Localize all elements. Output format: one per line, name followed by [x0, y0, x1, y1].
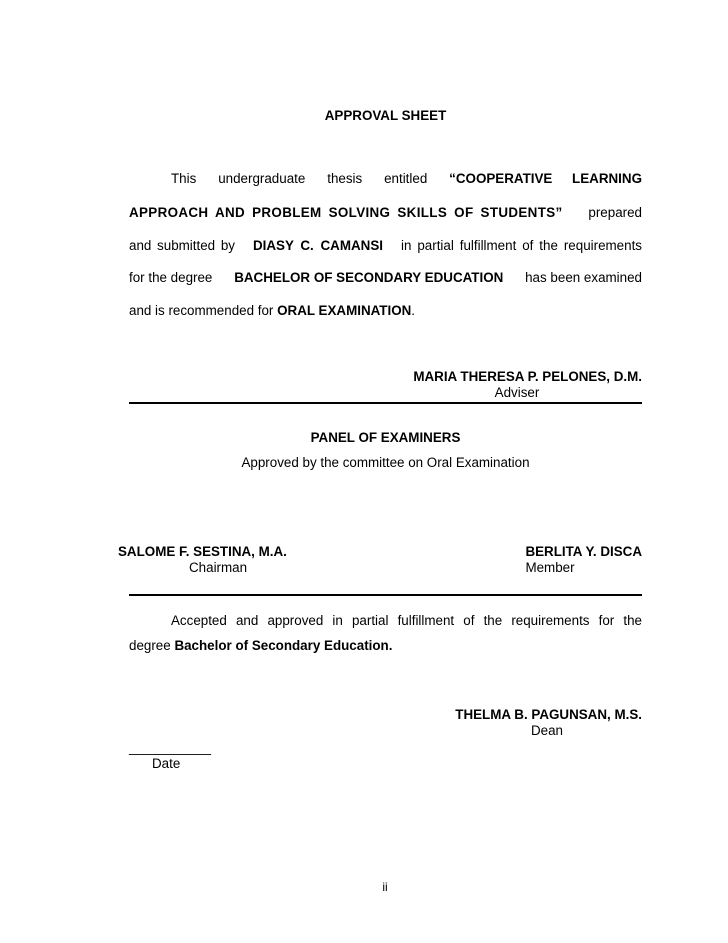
- adviser-name: MARIA THERESA P. PELONES, D.M.: [413, 369, 642, 384]
- page-number: ii: [382, 880, 388, 894]
- text: .: [411, 303, 416, 318]
- chairman-name: SALOME F. SESTINA, M.A.: [118, 544, 287, 559]
- exam-name: ORAL EXAMINATION: [277, 303, 412, 318]
- date-label: Date: [152, 756, 181, 771]
- text: has been examined: [525, 270, 642, 285]
- word: thesis: [327, 171, 363, 186]
- dean-name: THELMA B. PAGUNSAN, M.S.: [455, 707, 642, 722]
- text: in partial fulfillment of the requirements: [401, 238, 642, 253]
- paragraph1-line1: [171, 171, 642, 186]
- word: entitled: [384, 171, 428, 186]
- adviser-signature-line: [129, 402, 642, 404]
- adviser-role: Adviser: [494, 385, 540, 400]
- paragraph1-line5: [129, 303, 415, 318]
- word: This: [171, 171, 197, 186]
- thesis-title-part2: APPROACH AND PROBLEM SOLVING SKILLS OF STUDENTS”: [129, 205, 563, 220]
- text: degree: [129, 638, 171, 653]
- paragraph2-line2: [129, 638, 392, 653]
- text: for the degree: [129, 270, 213, 285]
- text: and submitted by: [129, 238, 235, 253]
- page-title: APPROVAL SHEET: [324, 108, 447, 123]
- text: and is recommended for: [129, 303, 274, 318]
- paragraph2-line1: Accepted and approved in partial fulfillment of the requirements for the: [171, 613, 642, 628]
- degree-name-2: Bachelor of Secondary Education.: [174, 638, 393, 653]
- date-blank-line: ___________: [129, 740, 211, 755]
- word: prepared: [588, 205, 642, 220]
- member-role: Member: [525, 560, 575, 575]
- dean-role: Dean: [530, 723, 563, 738]
- panel-signature-line: [129, 594, 642, 596]
- author-name: DIASY C. CAMANSI: [252, 238, 383, 253]
- panel-heading: PANEL OF EXAMINERS: [310, 430, 461, 445]
- chairman-role: Chairman: [189, 560, 248, 575]
- thesis-title-part1: “COOPERATIVE LEARNING: [449, 171, 642, 186]
- paragraph1-line2: [129, 205, 642, 220]
- paragraph1-line4: [129, 270, 642, 285]
- degree-name: BACHELOR OF SECONDARY EDUCATION: [234, 270, 504, 285]
- member-name: BERLITA Y. DISCA: [525, 544, 642, 559]
- paragraph1-line3: [129, 238, 642, 253]
- word: undergraduate: [218, 171, 306, 186]
- panel-subheading: Approved by the committee on Oral Examination: [241, 455, 530, 470]
